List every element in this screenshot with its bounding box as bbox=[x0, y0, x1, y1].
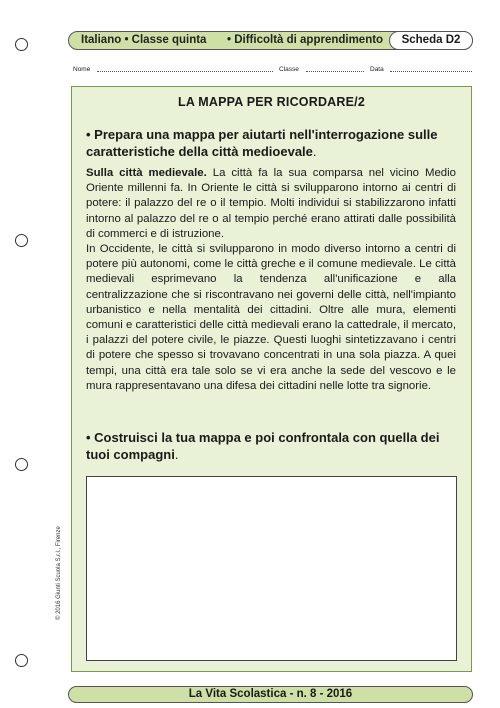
instruction-2-period: . bbox=[174, 447, 179, 462]
instruction-1-period: . bbox=[312, 144, 317, 159]
instruction-2 bbox=[86, 429, 456, 463]
header-sheet-label: Scheda D2 bbox=[389, 31, 473, 50]
reading-paragraph-1: La città fa la sua comparsa nel vicino Medio Oriente millenni fa. In Oriente le città si svilupparono intorno ai centri di potere: il palazzo del re o il tempio. Molti individui si stabilizzarono infatti intorno al palazzo del re o al tempio perché erano attirati dalle possibilità di commerci e di istruzione. bbox=[86, 167, 456, 240]
page-title: LA MAPPA PER RICORDARE/2 bbox=[178, 95, 365, 109]
date-label: Data bbox=[370, 66, 384, 73]
instruction-1 bbox=[86, 126, 456, 160]
reading-paragraph-2: In Occidente, le città si svilupparono in modo diverso intorno a centri di potere più autonomi, come le città greche e il comune medievale. Le città medievali esprimevano la tendenza all'unificazione e alla centralizzazione che si riscontravano nei governi delle città, nell'impianto urbanistico e nella mentalità dei cittadini. Oltre alle mura, elementi comuni e caratteristici delle città medievali erano la cattedrale, il mercato, i palazzi del potere civile, le piazze. Questi luoghi sintetizzavano i centri di potere che spesso si trovavano concentrati in una sola piazza. A quei tempi, una città era tale solo se vi era anche la sede del vescovo e le mura rappresentavano una difesa dei cittadini nelle lotte tra signorie. bbox=[86, 243, 456, 392]
reading-text bbox=[86, 166, 456, 394]
binder-hole-4 bbox=[15, 654, 28, 667]
name-field[interactable] bbox=[97, 71, 273, 72]
footer-bar: La Vita Scolastica - n. 8 - 2016 bbox=[68, 686, 473, 703]
instruction-1-text: • Prepara una mappa per aiutarti nell'interrogazione sulle caratteristiche della città medioevale bbox=[86, 127, 438, 159]
copyright-notice: © 2016 Giunti Scuola S.r.l., Firenze bbox=[56, 526, 62, 620]
binder-hole-2 bbox=[15, 234, 28, 247]
instruction-2-text: • Costruisci la tua mappa e poi confrontala con quella dei tuoi compagni bbox=[86, 430, 440, 462]
map-drawing-area[interactable] bbox=[86, 476, 457, 661]
header-topic: • Difficoltà di apprendimento bbox=[227, 34, 384, 46]
reading-lead: Sulla città medievale. bbox=[86, 167, 207, 179]
binder-hole-3 bbox=[15, 458, 28, 471]
header-bar bbox=[68, 31, 473, 50]
exercise-panel bbox=[71, 86, 472, 672]
class-field[interactable] bbox=[306, 71, 364, 72]
class-label: Classe bbox=[279, 66, 299, 73]
name-label: Nome bbox=[73, 66, 91, 73]
date-field[interactable] bbox=[390, 71, 472, 72]
header-subject: Italiano • Classe quinta bbox=[81, 34, 207, 46]
binder-hole-1 bbox=[15, 38, 28, 51]
